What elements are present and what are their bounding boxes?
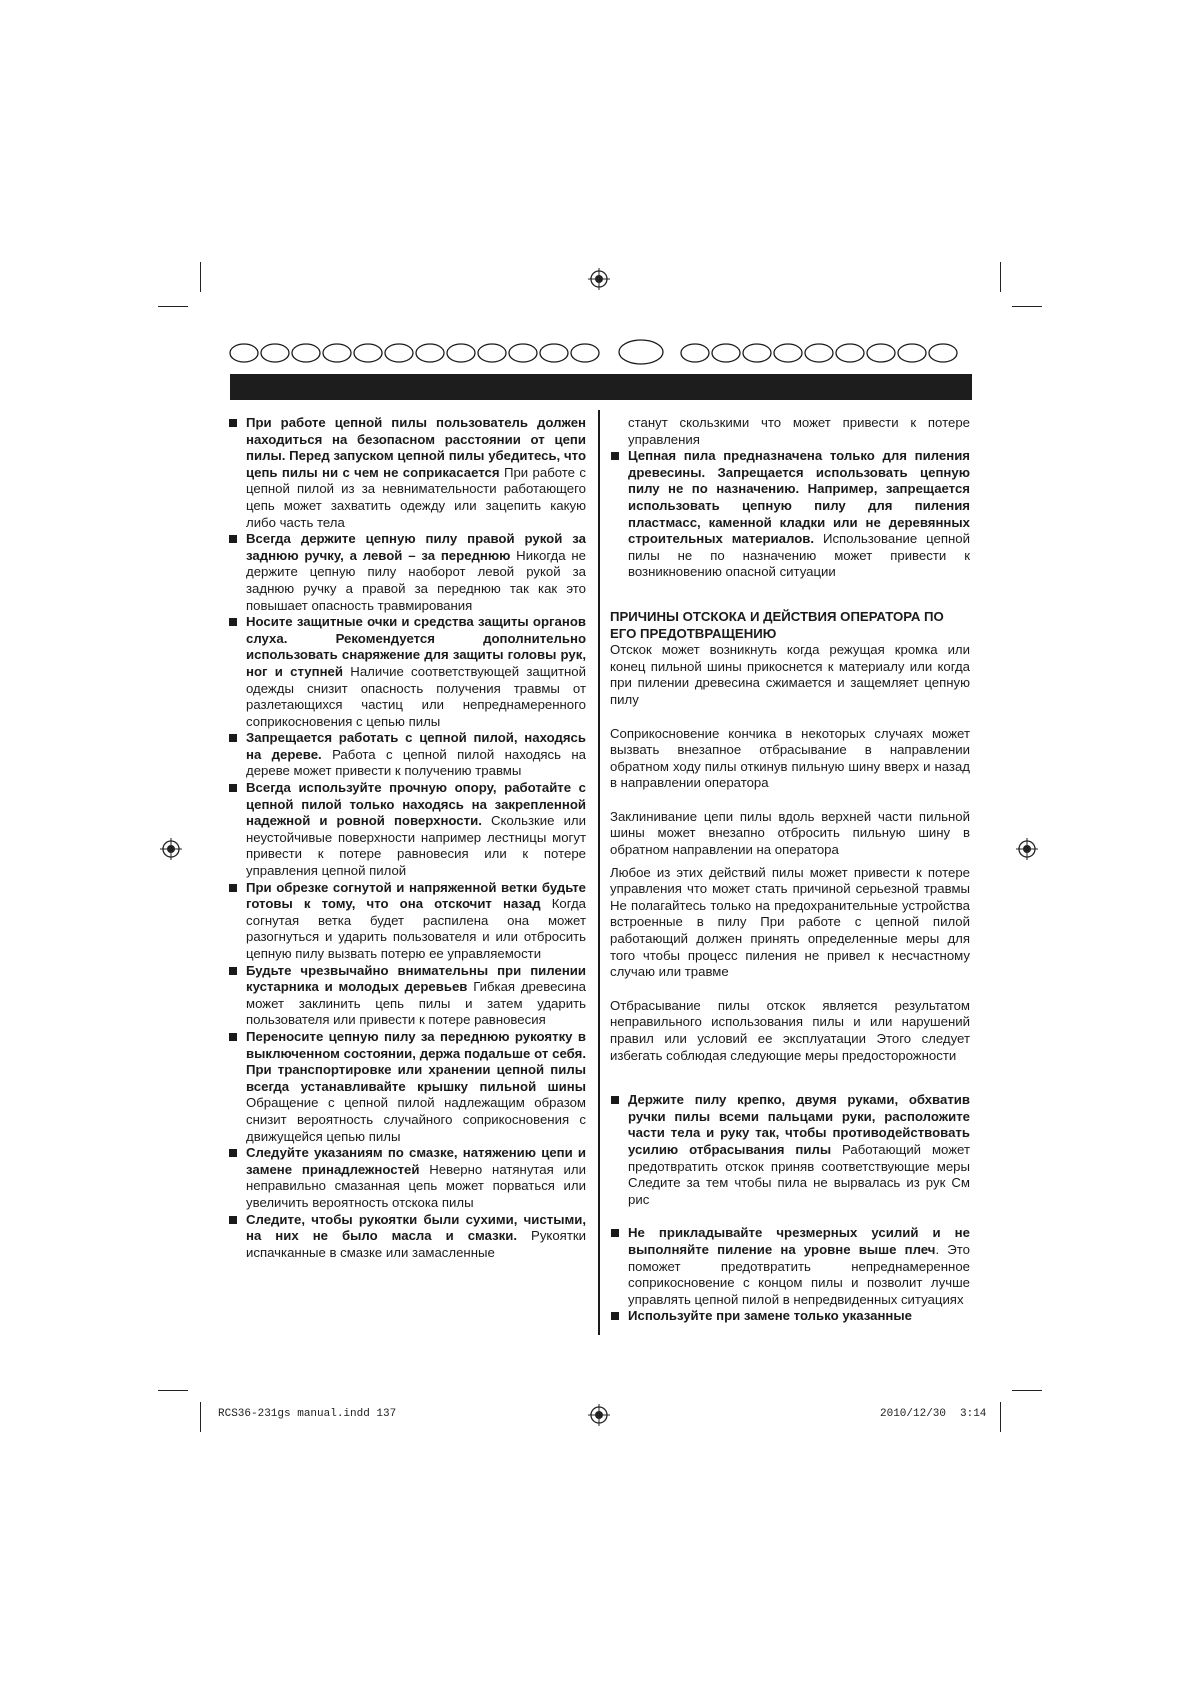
item-bold: Цепная пила предназначена только для пиления древесины. Запрещается использовать цепную пилу не по назначению. Например, запрещается использовать цепную пилу для пиления пластмасс, каменной кладки или не деревянных строительных материалов. (628, 448, 970, 547)
item-text: Обращение с цепной пилой надлежащим образом снизит вероятность случайного соприкосновения с движущейся цепью пилы (246, 1095, 586, 1144)
item-text: Когда согнутая ветка будет распилена она может разогнуться и ударить пользователя и или отбросить цепную пилу вызвать потерю ее управляемости (246, 896, 586, 961)
crop-mark (1000, 262, 1001, 292)
list-item (610, 1225, 970, 1308)
footer-time: 3:14 (960, 1408, 987, 1420)
paragraph: Заклинивание цепи пилы вдоль верхней части пильной шины может внезапно отбросить пильную шину в обратном направлении на оператора (610, 808, 970, 858)
item-bold: Будьте чрезвычайно внимательны при пилении кустарника и молодых деревьев (246, 962, 586, 995)
bullet-icon (229, 784, 237, 792)
section-heading: ПРИЧИНЫ ОТСКОКА И ДЕЙСТВИЯ ОПЕРАТОРА ПО ЕГО ПРЕДОТВРАЩЕНИЮ (610, 608, 944, 641)
item-bold: Следите, чтобы рукоятки были сухими, чистыми, на них не было масла и смазки. (246, 1211, 586, 1244)
footer-file: RCS36-231gs manual.indd 137 (218, 1408, 397, 1420)
bullet-icon (229, 618, 237, 626)
paragraph: Любое из этих действий пилы может привести к потере управления что может стать причиной серьезной травмы Не полагайтесь только на предохранительные устройства встроенные в пилу При работе с цепной пилой работающий должен принять определенные меры для того чтобы процесс пиления не привел к несчастному случаю или травме (610, 864, 970, 980)
item-bold: Запрещается работать с цепной пилой, находясь на дереве. (246, 730, 586, 762)
footer-date: 2010/12/30 (880, 1408, 947, 1420)
item-text: Скользкие или неустойчивые поверхности например лестницы могут привести к потере равновесия или к потере управления цепной пилой (246, 813, 586, 879)
crop-mark (1012, 306, 1042, 307)
item-text: Наличие соответствующей защитной одежды снизит опасность получения травмы от разлетающихся частиц или непреднамеренного соприкосновения с цепью пилы (246, 663, 586, 729)
item-bold: При обрезке согнутой и напряженной ветки будьте готовы к тому, что она отскочит назад (246, 879, 586, 912)
left-column (228, 415, 586, 1261)
list-item (228, 415, 586, 531)
item-text: Никогда не держите цепную пилу наоборот левой рукой за заднюю ручку а правой за переднюю так как это повышает опасность травмирования (246, 547, 586, 613)
item-bold: Следуйте указаниям по смазке, натяжению цепи и замене принадлежностей (246, 1145, 586, 1177)
right-column (610, 415, 970, 1325)
bullet-icon (229, 967, 237, 975)
item-text: Использование цепной пилы не по назначению может привести к возникновению опасной ситуации (628, 531, 970, 580)
paragraph: Соприкосновение кончика в некоторых случаях может вызвать внезапное отбрасывание в направлении обратном ходу пилы откинув пильную шину вверх и назад в направлении оператора (610, 725, 970, 791)
list-item (610, 1308, 970, 1325)
item-bold: Носите защитные очки и средства защиты органов слуха. Рекомендуется дополнительно использовать снаряжение для защиты головы рук, ног и ступней (246, 614, 586, 679)
item-bold: Не прикладывайте чрезмерных усилий и не выполняйте пиление на уровне выше плеч (628, 1225, 970, 1257)
item-bold: Используйте при замене только указанные (628, 1308, 912, 1324)
column-divider (598, 410, 600, 1335)
paragraph: Отскок может возникнуть когда режущая кромка или конец пильной шины прикоснется к материалу или когда при пилении древесина сжимается и защемляет цепную пилу (610, 642, 970, 707)
item-bold: Всегда используйте прочную опору, работайте с цепной пилой только находясь на закрепленной надежной и ровной поверхности. (246, 780, 586, 829)
bullet-icon (611, 1229, 619, 1237)
bullet-icon (229, 734, 237, 742)
language-tabs (229, 339, 971, 365)
bullet-icon (229, 1149, 237, 1157)
bullet-icon (611, 452, 619, 460)
list-item (610, 448, 970, 581)
crop-mark (158, 306, 188, 307)
item-bold: Держите пилу крепко, двумя руками, обхватив ручки пилы всеми пальцами руки, расположите части тела и руку так, чтобы противодействовать усилию отбрасывания пилы (628, 1092, 970, 1157)
list-item (228, 531, 586, 614)
paragraph: Отбрасывание пилы отскок является результатом неправильного использования пилы и или нарушений правил или условий ее эксплуатации Этого следует избегать соблюдая следующие меры предосторожности (610, 997, 970, 1063)
crop-mark (1000, 1402, 1001, 1432)
bullet-icon (229, 419, 237, 427)
bullet-icon (611, 1096, 619, 1104)
bullet-icon (229, 535, 237, 543)
header-bar (230, 374, 972, 400)
registration-mark-icon (1016, 838, 1038, 860)
list-item (610, 1092, 970, 1208)
list-item (228, 880, 586, 963)
bullet-icon (229, 884, 237, 892)
item-bold: При работе цепной пилы пользователь должен находиться на безопасном расстоянии от цепи пилы. Перед запуском цепной пилы убедитесь, что цепь пилы ни с чем не соприкасается (246, 415, 586, 480)
registration-mark-icon (588, 1404, 610, 1426)
registration-mark-icon (160, 838, 182, 860)
bullet-icon (229, 1216, 237, 1224)
list-item (228, 730, 586, 780)
item-text: Гибкая древесина может заклинить цепь пилы и затем ударить пользователя или привести к потере равновесия (246, 979, 586, 1028)
item-text: При работе с цепной пилой из за невнимательности работающего цепь может захватить одежду или зацепить какую либо часть тела (246, 464, 586, 530)
item-text: Работающий может предотвратить отскок приняв соответствующие меры Следите за тем чтобы пила не вырвалась из рук См рис (628, 1141, 970, 1207)
list-item (228, 780, 586, 880)
item-text: Работа с цепной пилой находясь на дереве может привести к получению травмы (246, 746, 586, 779)
list-item (228, 1145, 586, 1211)
item-bold: Переносите цепную пилу за переднюю рукоятку в выключенном состоянии, держа подальше от себя. При транспортировке или хранении цепной пилы всегда устанавливайте крышку пильной шины (246, 1028, 586, 1094)
item-text: Неверно натянутая или неправильно смазанная цепь может порваться или увеличить вероятность отскока пилы (246, 1161, 586, 1210)
crop-mark (200, 1402, 201, 1432)
item-text: Рукоятки испачканные в смазке или замасленные (246, 1228, 586, 1260)
item-bold: Всегда держите цепную пилу правой рукой за заднюю ручку, а левой – за переднюю (246, 531, 586, 563)
list-item (228, 1212, 586, 1262)
registration-mark-icon (588, 268, 610, 290)
continued-text: станут скользкими что может привести к потере управления (628, 415, 970, 447)
crop-mark (200, 262, 201, 292)
list-item (228, 963, 586, 1029)
list-item (228, 614, 586, 730)
crop-mark (158, 1390, 188, 1391)
list-item (228, 1029, 586, 1145)
crop-mark (1012, 1390, 1042, 1391)
bullet-icon (229, 1033, 237, 1041)
bullet-icon (611, 1312, 619, 1320)
item-text: . Это поможет предотвратить непреднамеренное соприкосновение с концом пилы и позволит лучше управлять цепной пилой в непредвиденных ситуациях (628, 1241, 970, 1307)
